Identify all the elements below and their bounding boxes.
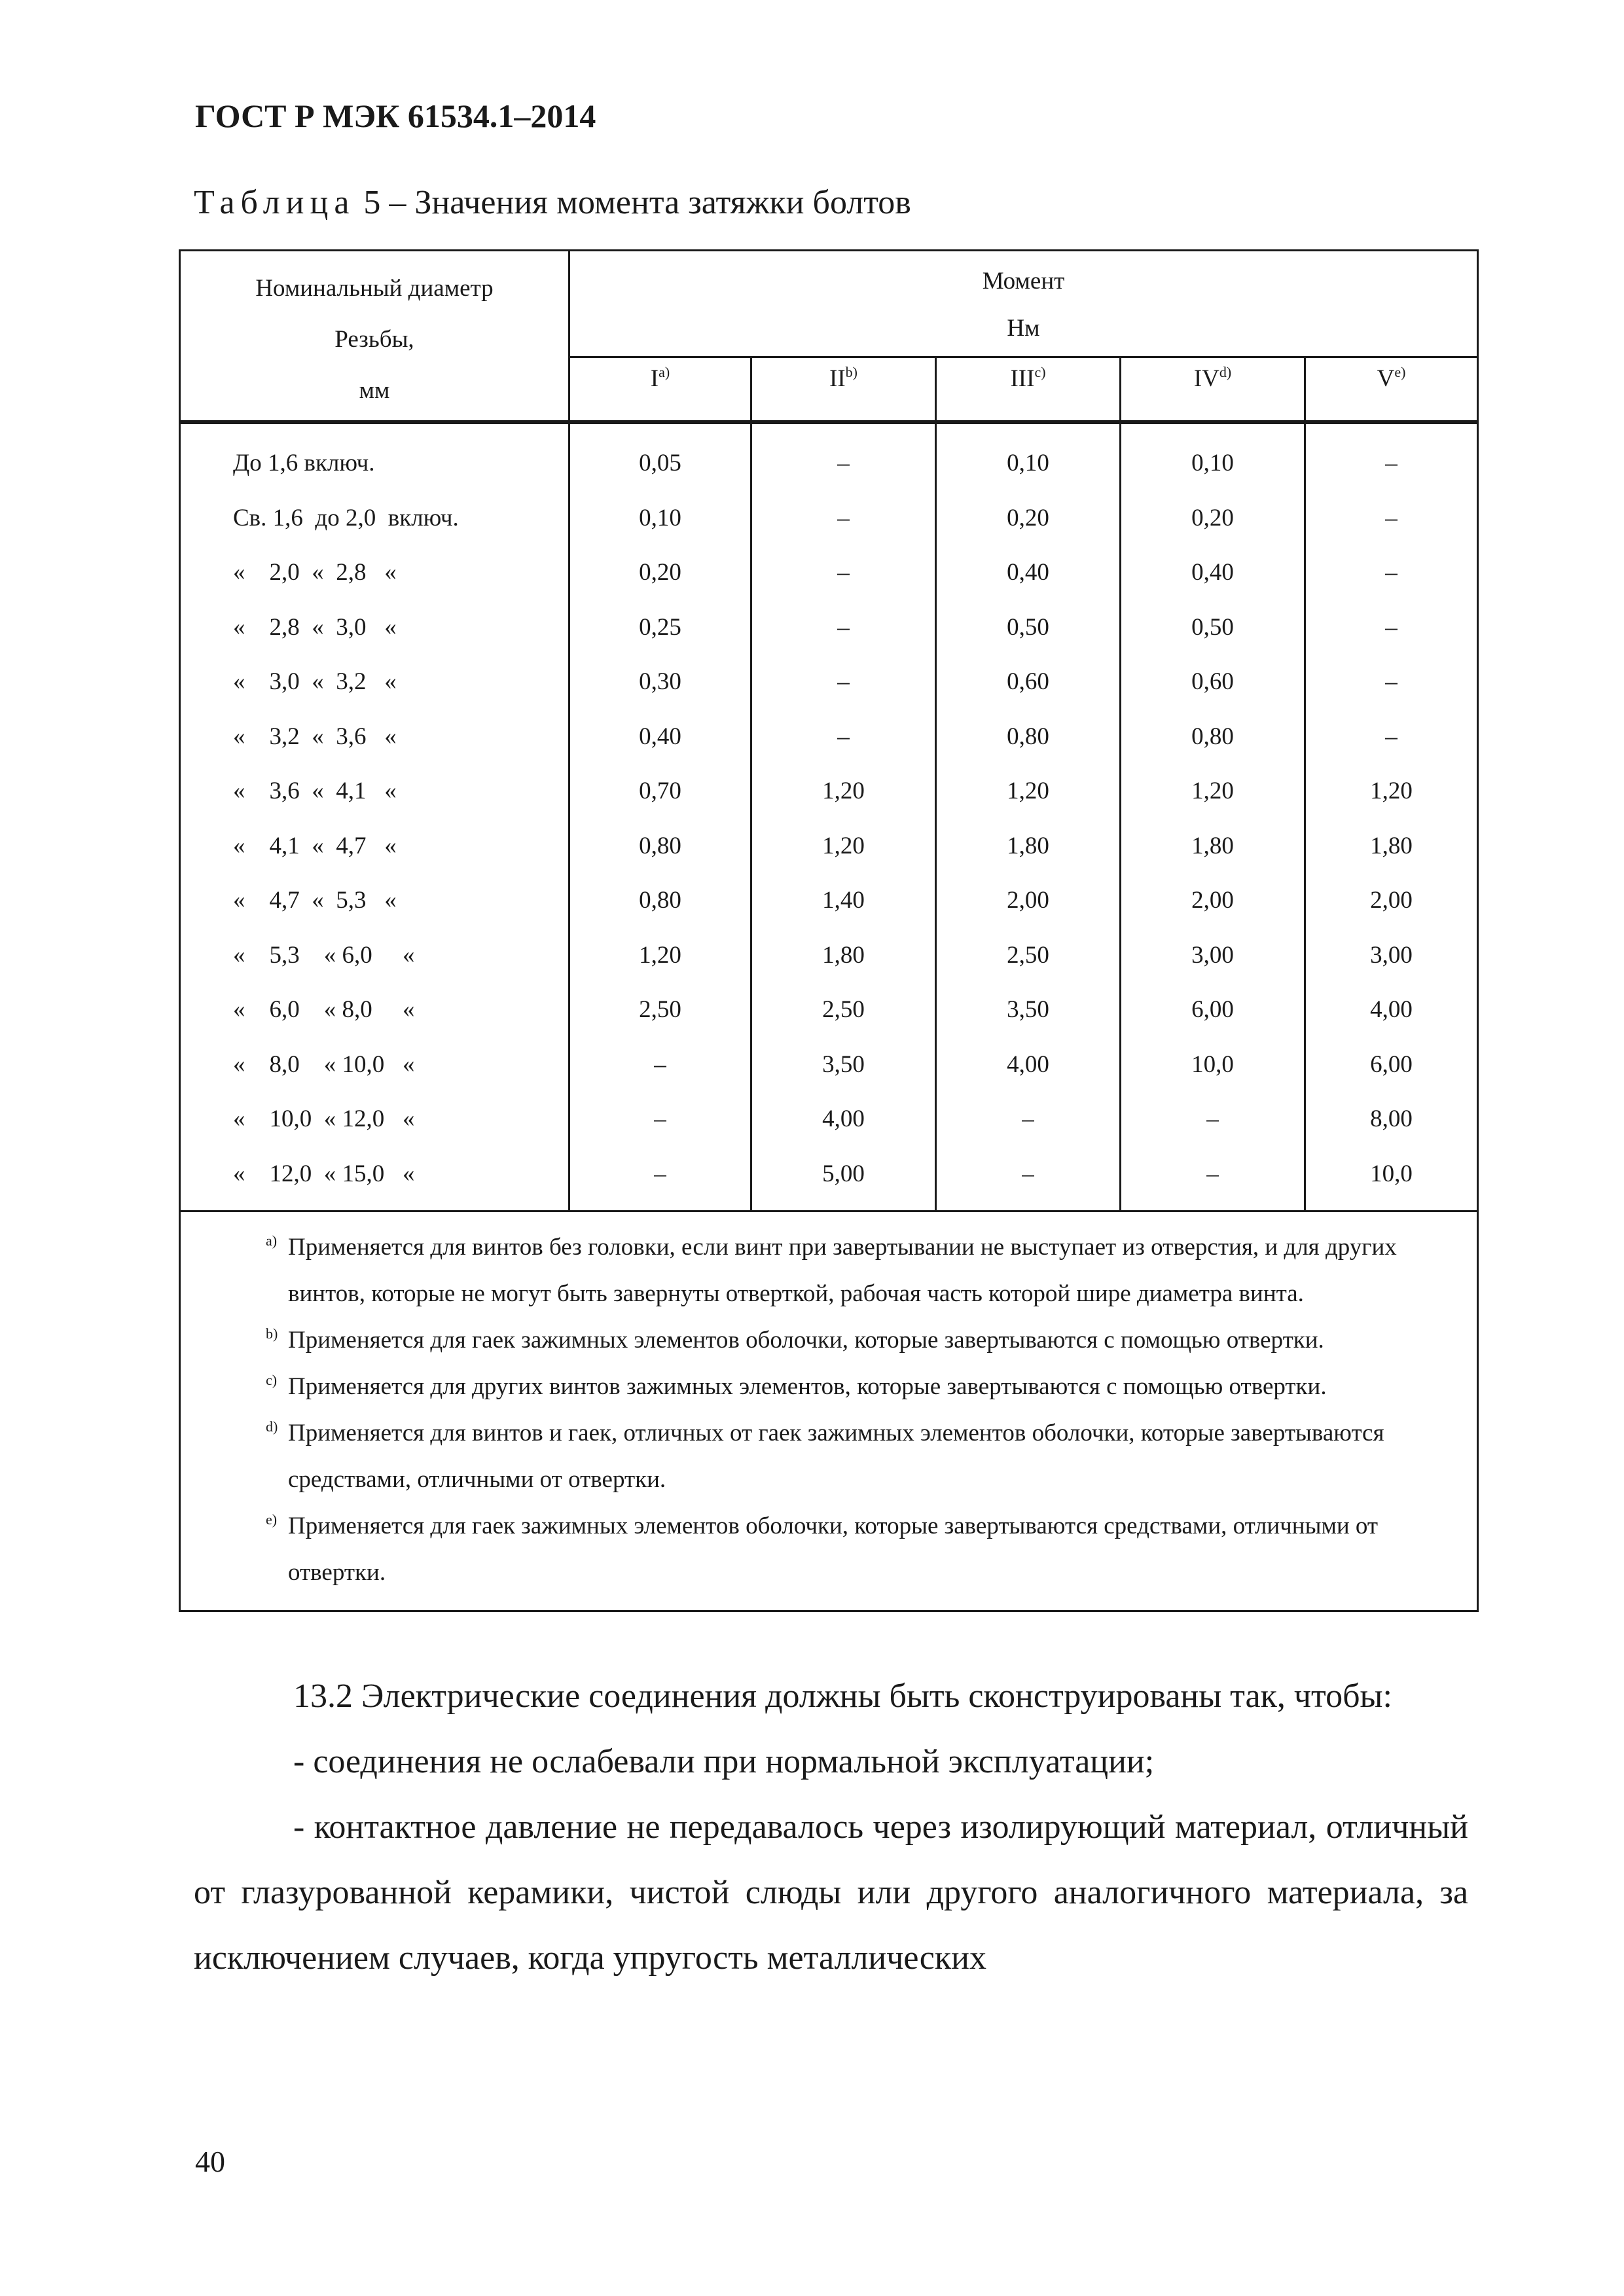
list-item-contact-pressure: - контактное давление не передавалось через изолирующий материал, отличный от глазурованной керамики, чистой слюды или другого аналогичного материала, за исключением случаев, когда упругость металлических	[194, 1808, 1468, 1977]
cell-torque: –	[1121, 1147, 1305, 1211]
cell-torque: –	[1305, 655, 1478, 709]
torque-table	[179, 249, 1479, 1612]
cell-torque: 0,20	[569, 545, 751, 600]
cell-diameter: « 3,6 « 4,1 «	[180, 764, 569, 819]
cell-torque: 1,20	[936, 764, 1121, 819]
page-number: 40	[195, 2145, 225, 2178]
table-row	[180, 545, 1478, 600]
col-roman: I	[650, 365, 659, 392]
cell-diameter: « 10,0 « 12,0 «	[180, 1092, 569, 1147]
cell-torque: –	[751, 655, 936, 709]
col-roman: V	[1377, 365, 1395, 392]
cell-torque: 1,20	[569, 928, 751, 983]
cell-torque: –	[1121, 1092, 1305, 1147]
table-row	[180, 764, 1478, 819]
cell-torque: 0,20	[936, 491, 1121, 546]
footnote: $^{d)}$ Применяется для винтов и гаек, отличных от гаек зажимных элементов оболочки, которые завертываются средствами, отличными от отвертки.	[266, 1418, 1384, 1493]
cell-torque: 6,00	[1121, 982, 1305, 1037]
cell-torque: 0,50	[1121, 600, 1305, 655]
cell-torque: 5,00	[751, 1147, 936, 1211]
table-row	[180, 982, 1478, 1037]
paragraph-13-2: 13.2 Электрические соединения должны быть сконструированы так, чтобы:	[293, 1677, 1392, 1715]
table-row	[180, 819, 1478, 874]
cell-torque: 4,00	[751, 1092, 936, 1147]
cell-torque: 0,30	[569, 655, 751, 709]
table-row	[180, 1092, 1478, 1147]
cell-torque: 0,80	[1121, 709, 1305, 764]
cell-torque: 1,20	[1121, 764, 1305, 819]
col-footnote-mark: b)	[845, 364, 857, 380]
col-footnote-mark: c)	[1034, 364, 1046, 380]
cell-diameter: « 4,1 « 4,7 «	[180, 819, 569, 874]
cell-diameter: « 6,0 « 8,0 «	[180, 982, 569, 1037]
table-row	[180, 1037, 1478, 1092]
cell-torque: –	[936, 1092, 1121, 1147]
cell-diameter: « 8,0 « 10,0 «	[180, 1037, 569, 1092]
document-header: ГОСТ Р МЭК 61534.1–2014	[195, 98, 596, 134]
cell-torque: 0,25	[569, 600, 751, 655]
col-footnote-mark: a)	[659, 364, 670, 380]
table-row	[180, 422, 1478, 491]
footnote-text: Применяется для других винтов зажимных элементов, которые завертываются с помощью отвертки.	[288, 1373, 1327, 1400]
col-footnote-mark: d)	[1219, 364, 1232, 380]
col-footnote-mark: e)	[1394, 364, 1406, 380]
cell-torque: 0,80	[936, 709, 1121, 764]
cell-torque: 2,00	[936, 873, 1121, 928]
cell-torque: 1,80	[936, 819, 1121, 874]
cell-torque: –	[751, 491, 936, 546]
table-row	[180, 709, 1478, 764]
cell-torque: 0,10	[569, 491, 751, 546]
cell-torque: 3,50	[936, 982, 1121, 1037]
header-diam-line3: мм	[359, 377, 390, 404]
cell-diameter: Св. 1,6 до 2,0 включ.	[180, 491, 569, 546]
cell-torque: 2,00	[1121, 873, 1305, 928]
header-diam-line2: Резьбы,	[334, 326, 414, 353]
header-moment-line1: Момент	[982, 268, 1065, 295]
cell-torque: 4,00	[936, 1037, 1121, 1092]
cell-torque: 10,0	[1305, 1147, 1478, 1211]
cell-diameter: « 3,0 « 3,2 «	[180, 655, 569, 709]
cell-torque: 1,20	[751, 819, 936, 874]
cell-torque: –	[751, 709, 936, 764]
cell-torque: –	[1305, 709, 1478, 764]
header-col-3	[936, 357, 1121, 423]
cell-torque: –	[569, 1147, 751, 1211]
list-item-connections: - соединения не ослабевали при нормальной эксплуатации;	[293, 1743, 1155, 1780]
cell-torque: 0,60	[936, 655, 1121, 709]
header-nominal-diameter	[180, 251, 569, 423]
cell-torque: –	[936, 1147, 1121, 1211]
cell-torque: –	[569, 1092, 751, 1147]
table-footnotes	[180, 1211, 1478, 1611]
cell-torque: 8,00	[1305, 1092, 1478, 1147]
cell-torque: 6,00	[1305, 1037, 1478, 1092]
cell-torque: 0,80	[569, 873, 751, 928]
cell-torque: 4,00	[1305, 982, 1478, 1037]
table-row	[180, 655, 1478, 709]
cell-torque: 1,80	[1305, 819, 1478, 874]
cell-torque: 2,50	[751, 982, 936, 1037]
table-row	[180, 873, 1478, 928]
cell-diameter: « 2,8 « 3,0 «	[180, 600, 569, 655]
cell-torque: 0,10	[1121, 422, 1305, 491]
cell-torque: 0,80	[569, 819, 751, 874]
cell-torque: 0,70	[569, 764, 751, 819]
cell-diameter: До 1,6 включ.	[180, 422, 569, 491]
table-row	[180, 491, 1478, 546]
header-col-5	[1305, 357, 1478, 423]
table-caption	[194, 183, 911, 222]
table-row	[180, 600, 1478, 655]
cell-torque: 0,40	[1121, 545, 1305, 600]
cell-torque: 1,80	[751, 928, 936, 983]
col-roman: II	[829, 365, 846, 392]
cell-torque: 2,50	[569, 982, 751, 1037]
cell-torque: 0,60	[1121, 655, 1305, 709]
cell-torque: 0,40	[936, 545, 1121, 600]
col-roman: IV	[1193, 365, 1219, 392]
cell-torque: 3,00	[1305, 928, 1478, 983]
cell-torque: –	[751, 600, 936, 655]
cell-diameter: « 12,0 « 15,0 «	[180, 1147, 569, 1211]
footnote: $^{c)}$ Применяется для других винтов зажимных элементов, которые завертываются с помощью отвертки.	[266, 1372, 1327, 1400]
cell-torque: 3,50	[751, 1037, 936, 1092]
footnote-text: Применяется для винтов без головки, если винт при завертывании не выступает из отверстия, и для других винтов, которые не могут быть завернуты отверткой, рабочая часть которой шире диаметра винта.	[288, 1234, 1397, 1307]
cell-torque: –	[1305, 600, 1478, 655]
cell-diameter: « 3,2 « 3,6 «	[180, 709, 569, 764]
cell-torque: 0,20	[1121, 491, 1305, 546]
footnote-text: Применяется для гаек зажимных элементов оболочки, которые завертываются средствами, отличными от отвертки.	[288, 1513, 1379, 1586]
cell-torque: 1,20	[1305, 764, 1478, 819]
header-moment	[569, 251, 1478, 357]
col-roman: III	[1010, 365, 1035, 392]
cell-torque: 0,50	[936, 600, 1121, 655]
cell-torque: 1,40	[751, 873, 936, 928]
header-col-2	[751, 357, 936, 423]
cell-torque: 0,40	[569, 709, 751, 764]
cell-diameter: « 2,0 « 2,8 «	[180, 545, 569, 600]
cell-torque: 0,05	[569, 422, 751, 491]
header-moment-unit: Нм	[1007, 315, 1040, 342]
footnote: $^{e)}$ Применяется для гаек зажимных элементов оболочки, которые завертываются средствами, отличными от отвертки.	[266, 1511, 1379, 1586]
header-col-4	[1121, 357, 1305, 423]
cell-torque: 2,50	[936, 928, 1121, 983]
footnote-text: Применяется для гаек зажимных элементов оболочки, которые завертываются с помощью отвертки.	[288, 1327, 1324, 1354]
cell-torque: 0,10	[936, 422, 1121, 491]
table-row	[180, 1147, 1478, 1211]
cell-torque: 3,00	[1121, 928, 1305, 983]
footnote-text: Применяется для винтов и гаек, отличных от гаек зажимных элементов оболочки, которые завертываются средствами, отличными от отвертки.	[288, 1420, 1384, 1493]
cell-torque: 2,00	[1305, 873, 1478, 928]
cell-torque: –	[1305, 422, 1478, 491]
body-text	[194, 1664, 1468, 1991]
footnote: $^{a)}$ Применяется для винтов без головки, если винт при завертывании не выступает из отверстия, и для других винтов, которые не могут быть завернуты отверткой, рабочая часть которой шире диаметра винта.	[266, 1232, 1397, 1307]
cell-torque: –	[1305, 491, 1478, 546]
cell-diameter: « 4,7 « 5,3 «	[180, 873, 569, 928]
cell-torque: –	[1305, 545, 1478, 600]
cell-torque: –	[751, 545, 936, 600]
header-diam-line1: Номинальный диаметр	[255, 275, 494, 302]
table-row	[180, 928, 1478, 983]
caption-label: Таблица	[194, 184, 355, 221]
cell-torque: 10,0	[1121, 1037, 1305, 1092]
footnote: $^{b)}$ Применяется для гаек зажимных элементов оболочки, которые завертываются с помощью отвертки.	[266, 1325, 1324, 1354]
cell-torque: –	[569, 1037, 751, 1092]
cell-torque: 1,20	[751, 764, 936, 819]
cell-torque: 1,80	[1121, 819, 1305, 874]
header-col-1	[569, 357, 751, 423]
caption-text: 5 – Значения момента затяжки болтов	[355, 184, 911, 221]
cell-diameter: « 5,3 « 6,0 «	[180, 928, 569, 983]
cell-torque: –	[751, 422, 936, 491]
